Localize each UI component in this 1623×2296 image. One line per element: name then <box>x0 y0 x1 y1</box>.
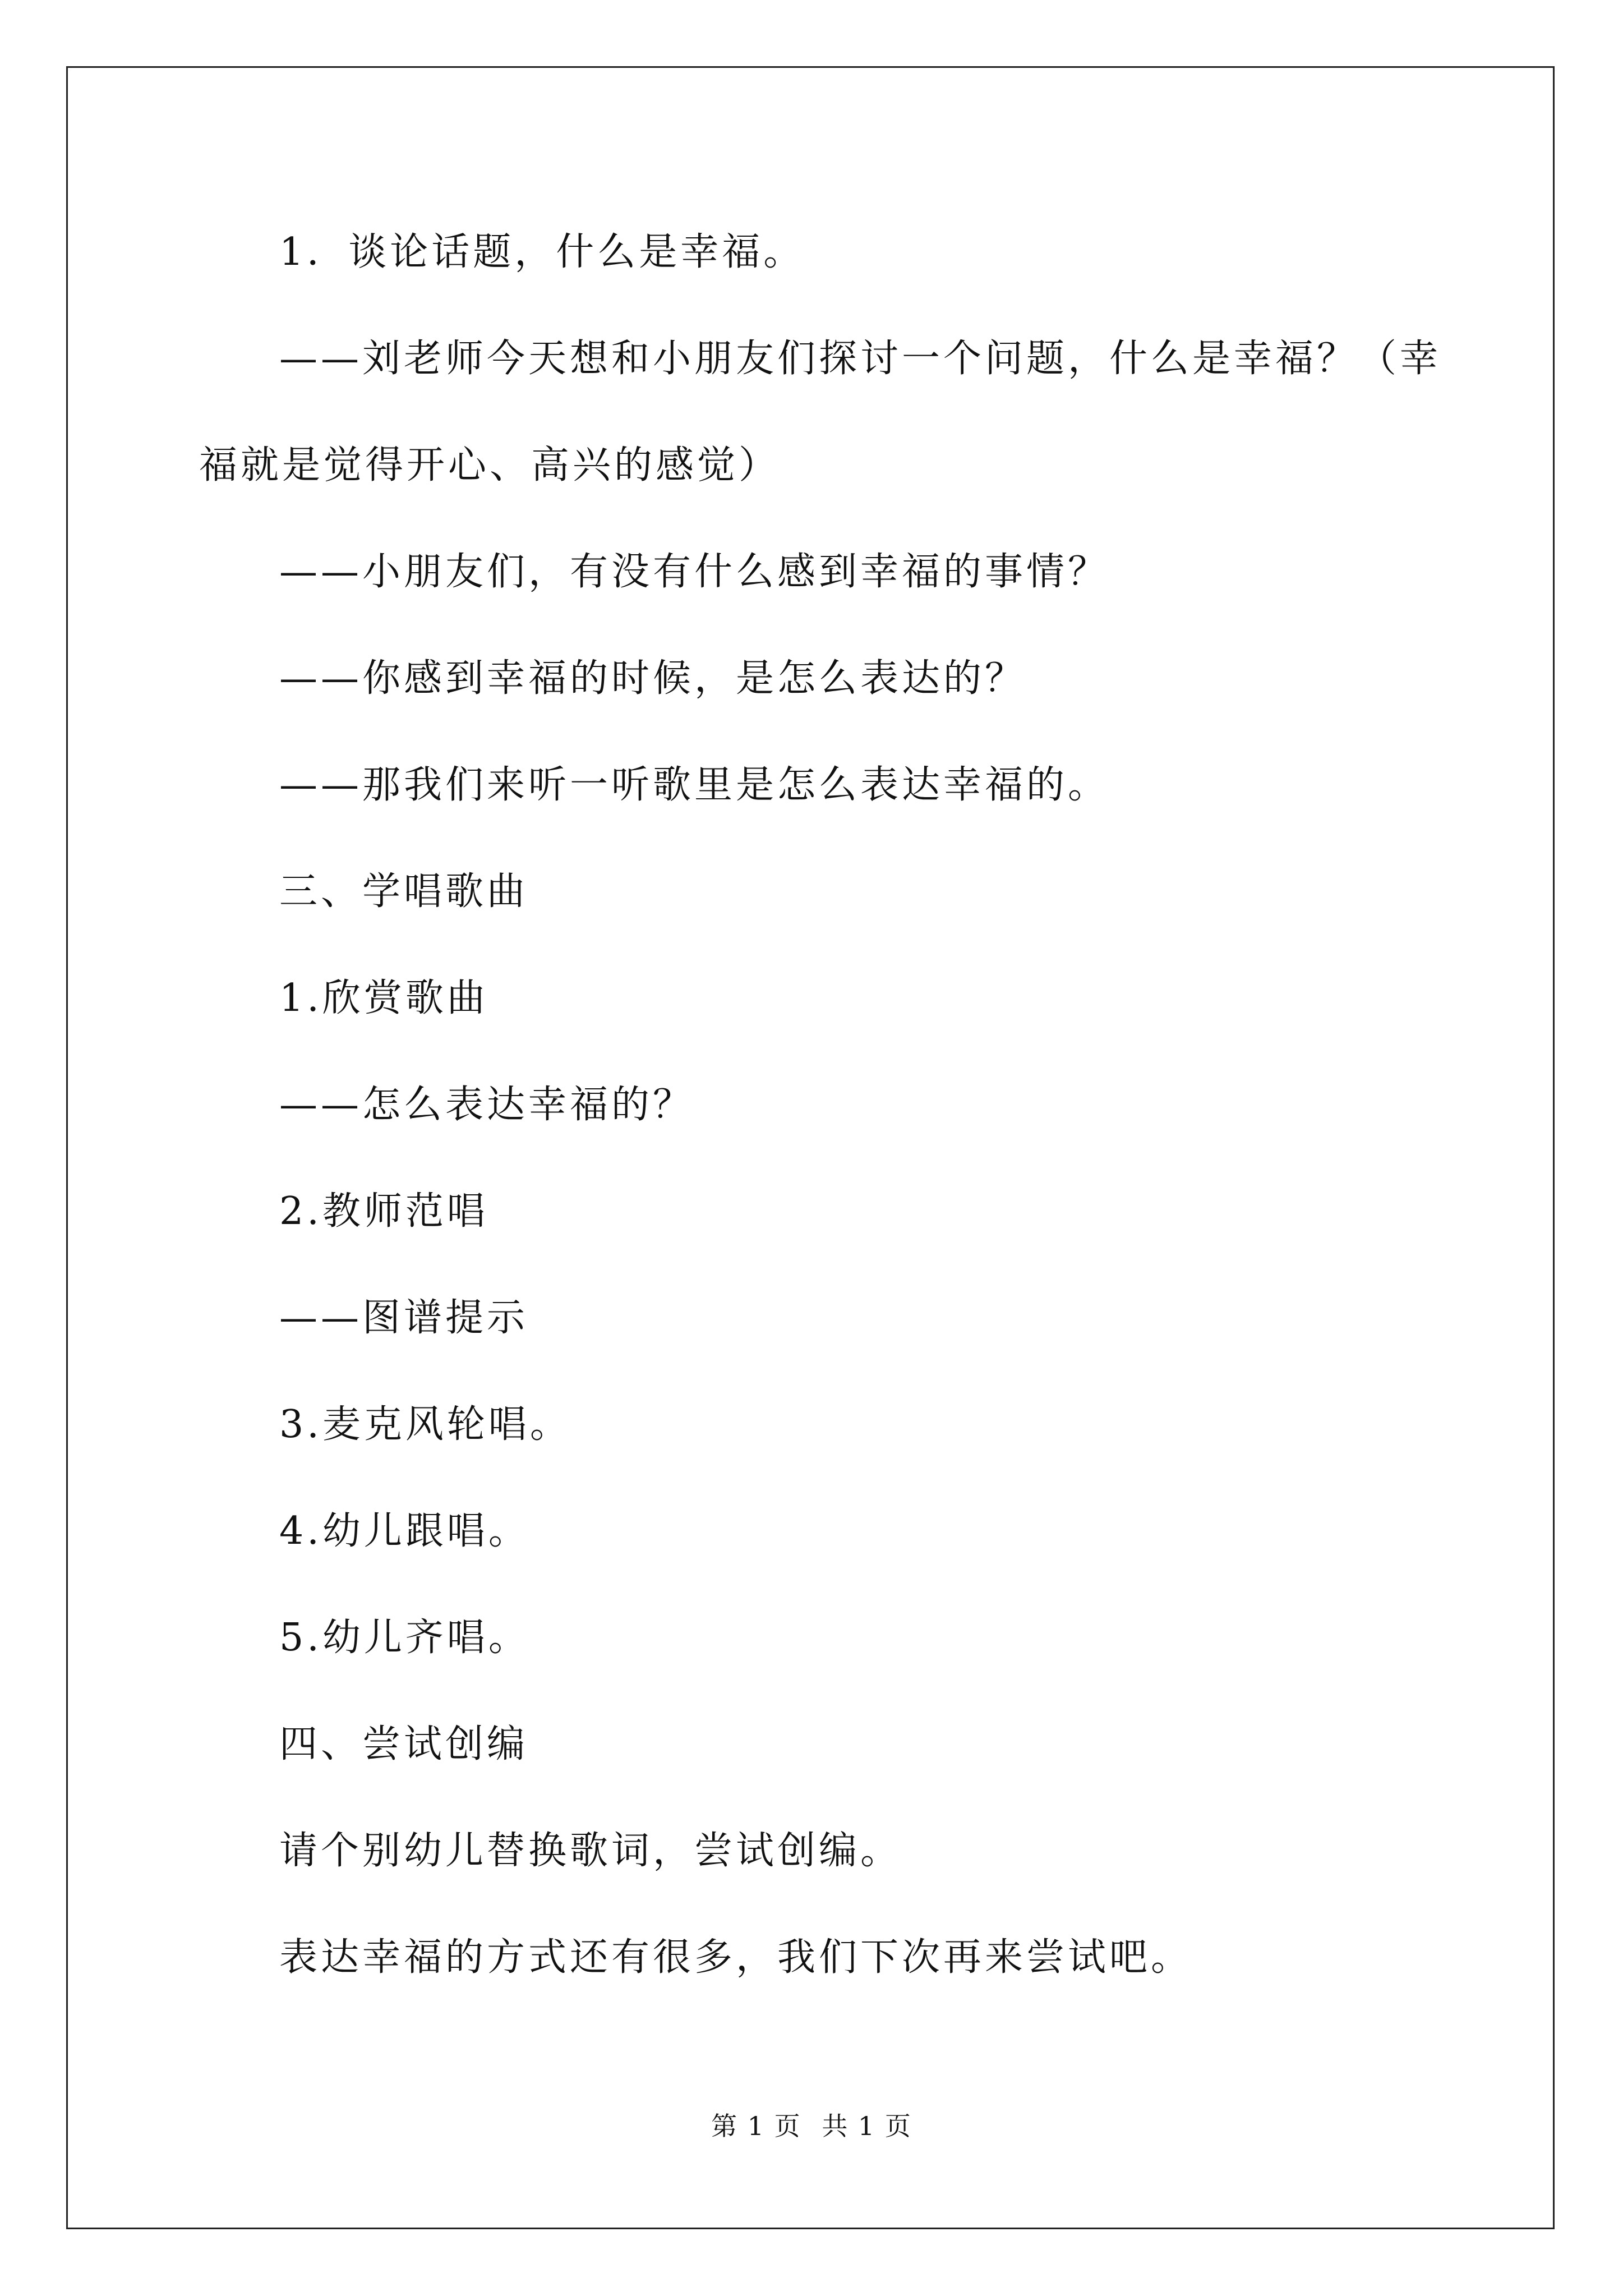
list-item: 4.幼儿跟唱。 <box>279 1509 530 1553</box>
paragraph-line: ——小朋友们，有没有什么感到幸福的事情？ <box>279 550 1110 594</box>
list-item: 1.欣赏歌曲 <box>279 976 488 1020</box>
paragraph-line: 请个别幼儿替换歌词，尝试创编。 <box>279 1829 902 1873</box>
paragraph-line: ——图谱提示 <box>279 1296 529 1340</box>
paragraph-line: 表达幸福的方式还有很多，我们下次再来尝试吧。 <box>279 1935 1193 1980</box>
list-item: 5.幼儿齐唱。 <box>279 1616 530 1660</box>
list-item: 2.教师范唱 <box>279 1189 488 1234</box>
paragraph-line: 福就是觉得开心、高兴的感觉） <box>199 443 781 487</box>
list-item: 3.麦克风轮唱。 <box>279 1402 571 1447</box>
section-heading: 四、尝试创编 <box>279 1722 529 1766</box>
paragraph-line: ——刘老师今天想和小朋友们探讨一个问题，什么是幸福？（幸 <box>279 337 1442 381</box>
page-footer <box>0 2109 1623 2143</box>
page-number: 第 1 页 <box>711 2111 801 2141</box>
section-heading: 三、学唱歌曲 <box>279 869 529 914</box>
paragraph-line: ——你感到幸福的时候，是怎么表达的？ <box>279 656 1027 701</box>
paragraph-line: ——那我们来听一听歌里是怎么表达幸福的。 <box>279 763 1110 807</box>
page-total: 共 1 页 <box>822 2111 912 2141</box>
paragraph-line: 1．谈论话题，什么是幸福。 <box>279 230 805 274</box>
paragraph-line: ——怎么表达幸福的？ <box>279 1083 695 1127</box>
